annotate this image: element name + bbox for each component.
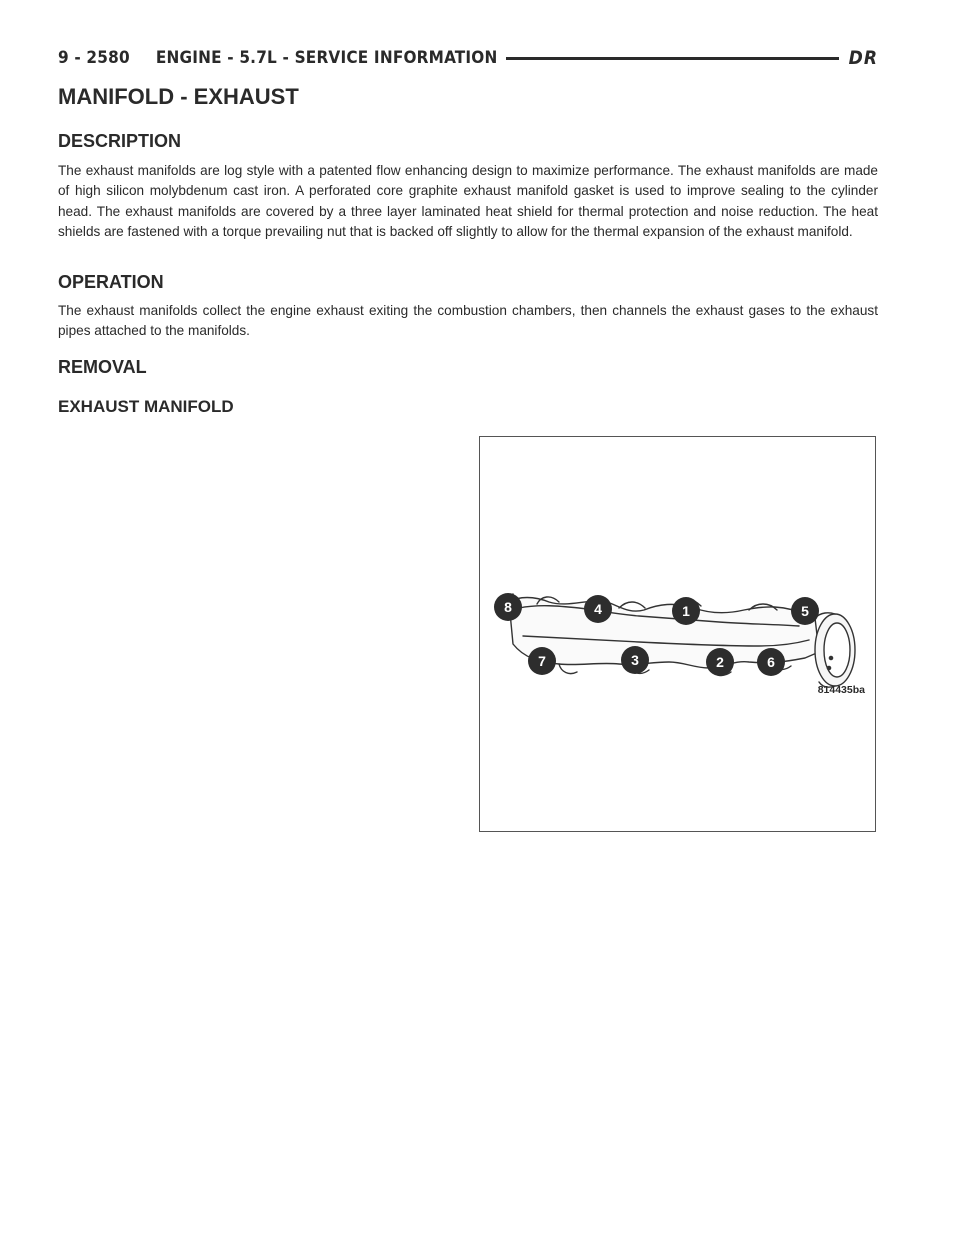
- callout-8: [494, 593, 522, 621]
- svg-text:4: 4: [594, 601, 602, 617]
- removal-heading: REMOVAL: [58, 357, 147, 377]
- callout-5: [791, 597, 819, 625]
- svg-text:1: 1: [682, 603, 690, 619]
- model-code: DR: [848, 47, 878, 69]
- section-title: MANIFOLD - EXHAUST: [58, 84, 299, 109]
- header-title: ENGINE - 5.7L - SERVICE INFORMATION: [155, 48, 498, 68]
- svg-text:5: 5: [801, 603, 809, 619]
- callout-7: [528, 647, 556, 675]
- svg-text:6: 6: [767, 654, 775, 670]
- page-header: [58, 44, 878, 72]
- svg-text:7: 7: [538, 653, 546, 669]
- operation-heading: OPERATION: [58, 272, 164, 292]
- page-number: 9 - 2580: [58, 48, 130, 68]
- figure-id: 814435ba: [817, 684, 865, 696]
- callout-4: [584, 595, 612, 623]
- operation-text: The exhaust manifolds collect the engine exhaust exiting the combustion chambers, then channels the exhaust gases to the exhaust pipes attached to the manifolds.: [58, 303, 878, 339]
- callout-6: [757, 648, 785, 676]
- svg-text:2: 2: [716, 654, 724, 670]
- exhaust-manifold-figure: [479, 436, 876, 832]
- description-heading: DESCRIPTION: [58, 131, 182, 151]
- callout-2: [706, 648, 734, 676]
- header-rule: [506, 57, 839, 60]
- svg-text:3: 3: [631, 652, 639, 668]
- figure-svg: [479, 436, 876, 832]
- callout-1: [672, 597, 700, 625]
- description-text: The exhaust manifolds are log style with a patented flow enhancing design to maximize performance. The exhaust manifolds are made of high silicon molybdenum cast iron. A perforated core graphite exhaust manifold gasket is used to improve sealing to the cylinder head. The exhaust manifolds are covered by a three layer laminated heat shield for thermal protection and noise reduction. The heat shields are fastened with a torque prevailing nut that is backed off slightly to allow for the thermal expansion of the exhaust manifold.: [58, 163, 878, 239]
- exhaust-manifold-heading: EXHAUST MANIFOLD: [58, 397, 234, 416]
- callout-3: [621, 646, 649, 674]
- svg-text:8: 8: [504, 599, 512, 615]
